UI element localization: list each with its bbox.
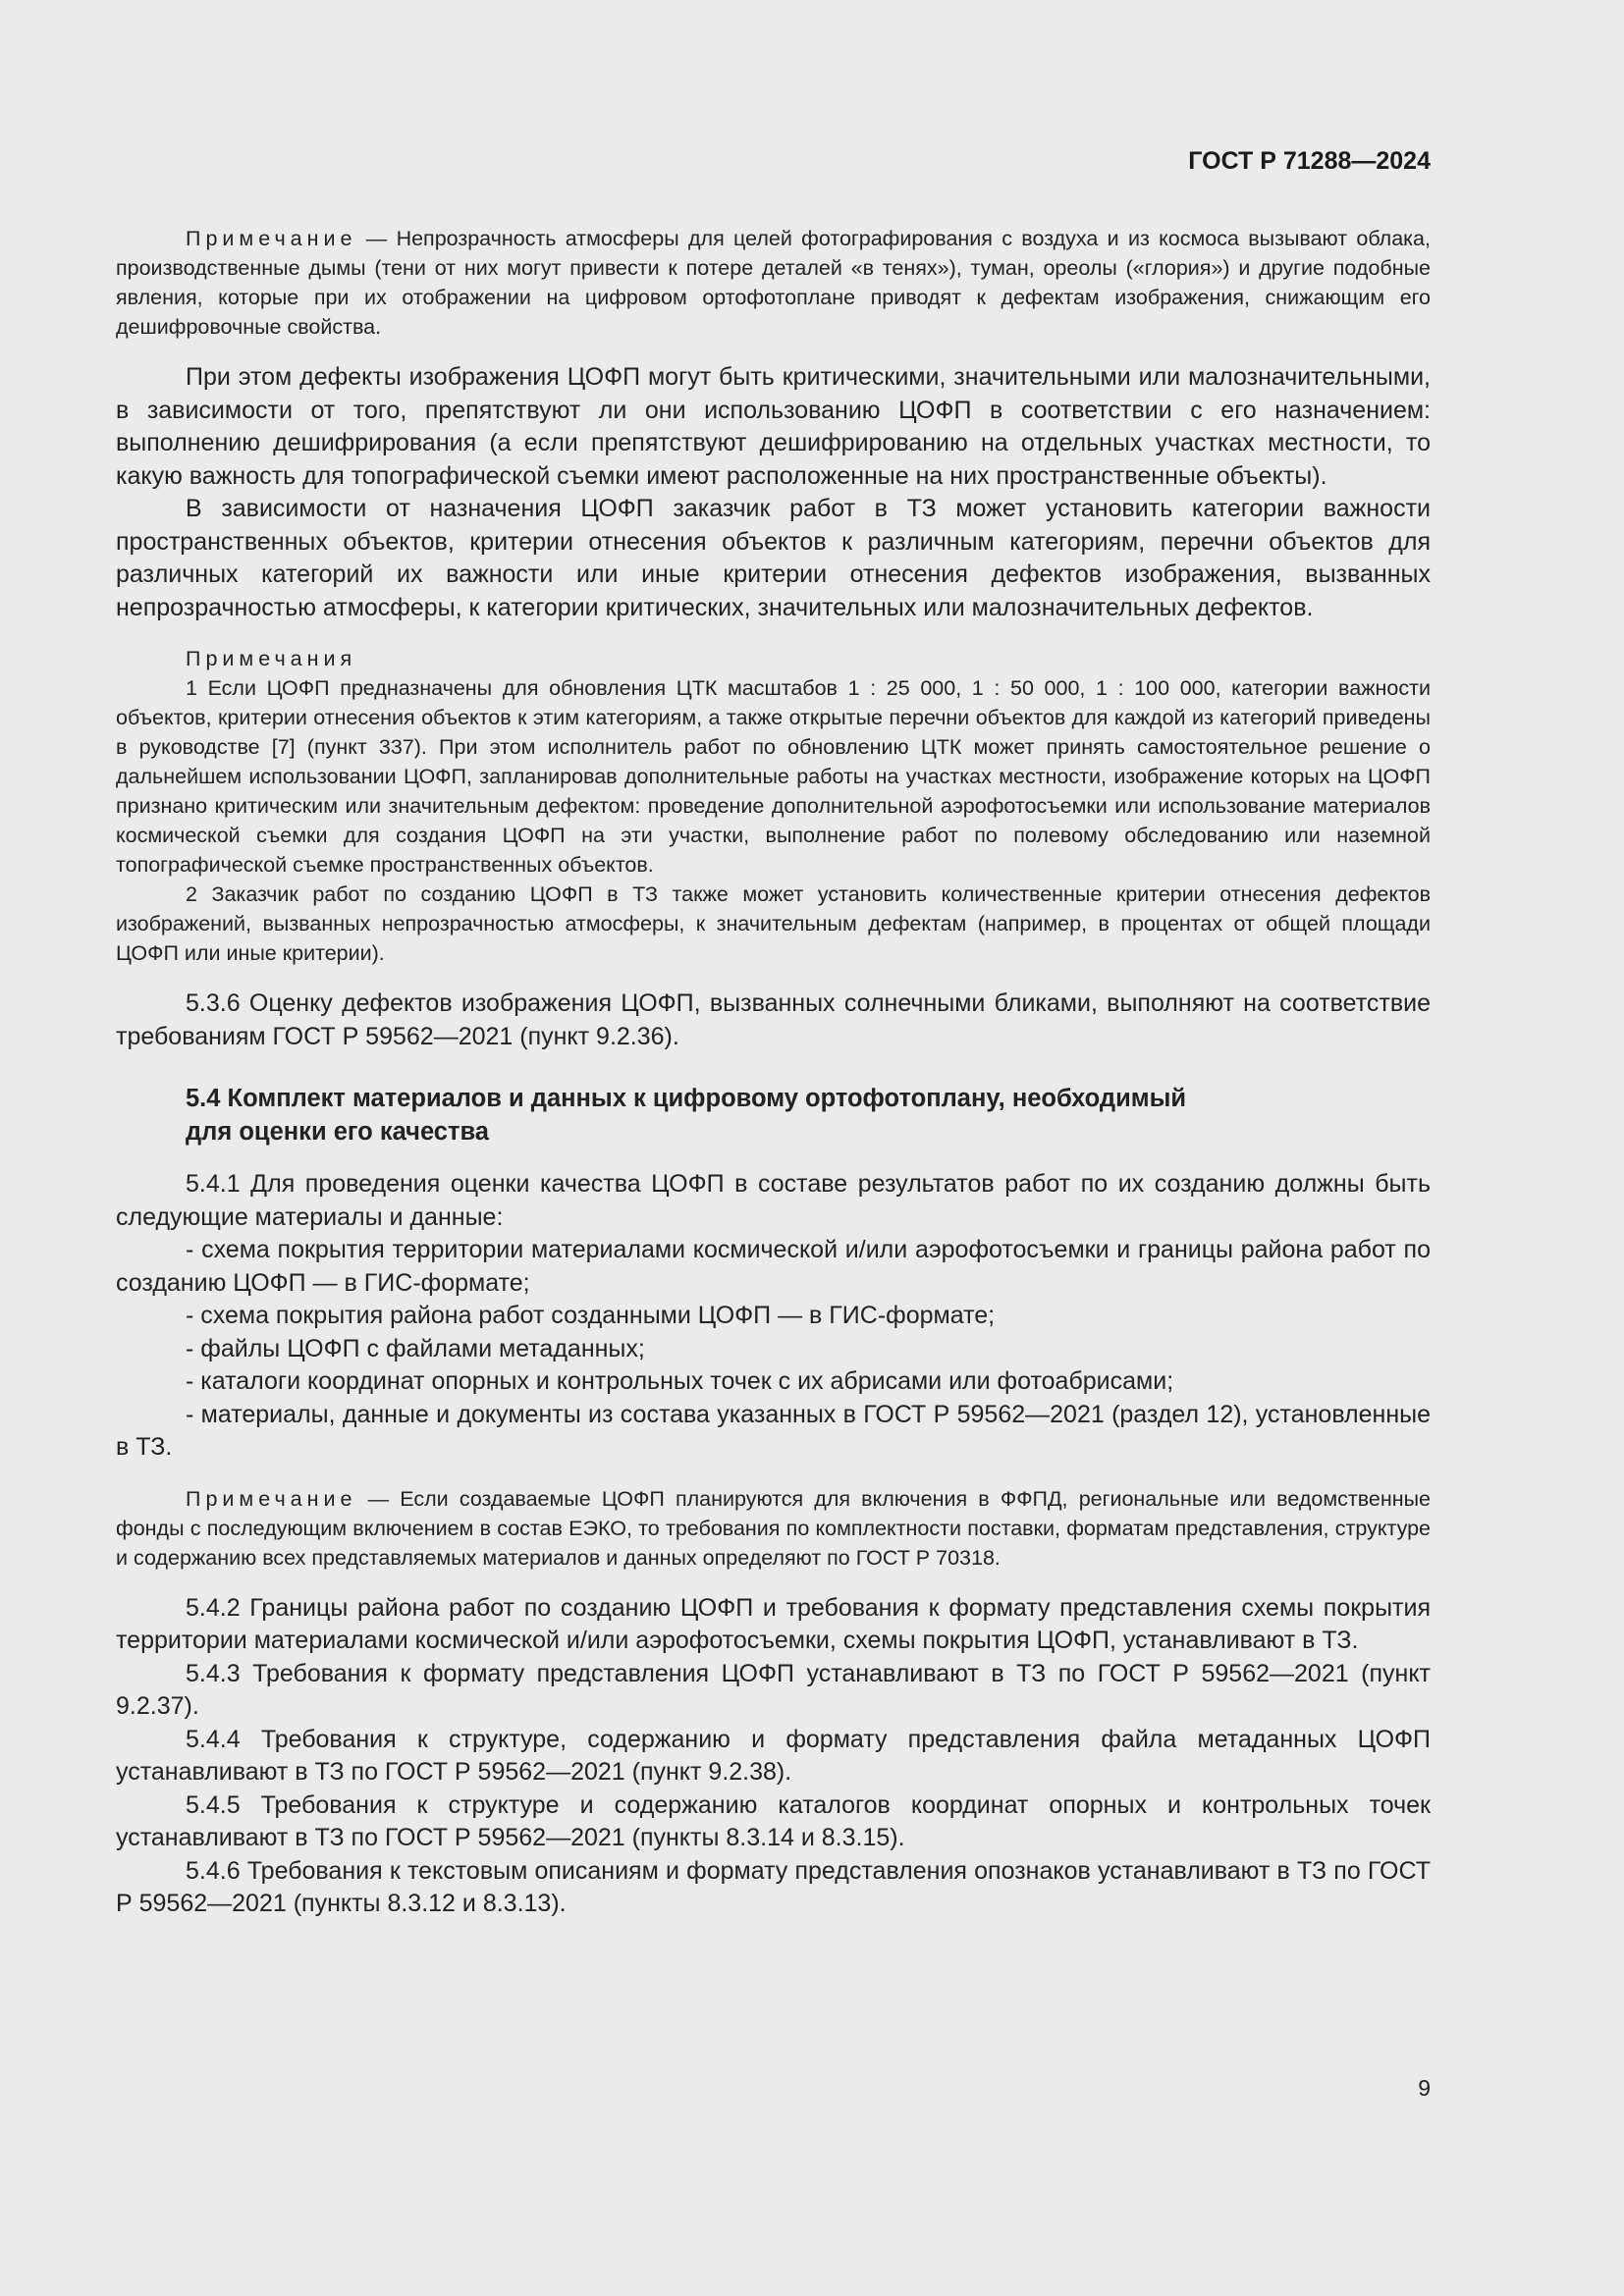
list-item: - каталоги координат опорных и контрольных точек с их абрисами или фотоабрисами; (186, 1367, 1174, 1395)
paragraph-defect-types: При этом дефекты изображения ЦОФП могут быть критическими, значительными или малозначительными, в зависимости от того, препятствуют ли они использованию ЦОФП в соответствии с его назначением: выполнению дешифрирования (а если препятствуют дешифрированию на отдельных участках местности, то какую важность для топографической съемки имеют расположенные на них пространственные объекты). (116, 363, 1431, 490)
paragraph-5-3-6: 5.3.6 Оценку дефектов изображения ЦОФП, вызванных солнечными бликами, выполняют на соответствие требованиям ГОСТ Р 59562—2021 (пункт 9.2.36). (116, 989, 1431, 1050)
paragraph-5-4-3: 5.4.3 Требования к формату представления ЦОФП устанавливают в ТЗ по ГОСТ Р 59562—2021 (пункт 9.2.37). (116, 1659, 1431, 1720)
paragraph-5-4-5: 5.4.5 Требования к структуре и содержанию каталогов координат опорных и контрольных точек устанавливают в ТЗ по ГОСТ Р 59562—2021 (пункты 8.3.14 и 8.3.15). (116, 1790, 1431, 1851)
notes-heading: Примечания (186, 647, 357, 670)
note-text: — Непрозрачность атмосферы для целей фотографирования с воздуха и из космоса вызывают облака, производственные дымы (тени от них могут привести к потере деталей «в тенях»), туман, ореолы («глория») и другие подобные явления, которые при их отображении на цифровом ортофотоплане приводят к дефектам изображения, снижающим его дешифровочные свойства. (116, 227, 1431, 339)
page-content (116, 224, 1431, 1921)
note-label: Примечание (186, 227, 357, 250)
list-item: - материалы, данные и документы из состава указанных в ГОСТ Р 59562—2021 (раздел 12), установленные в ТЗ. (116, 1400, 1431, 1461)
note-label: Примечание (186, 1486, 357, 1511)
list-item: - схема покрытия территории материалами космической и/или аэрофотосъемки и границы района работ по созданию ЦОФП — в ГИС-формате; (116, 1236, 1431, 1297)
paragraph-importance-categories: В зависимости от назначения ЦОФП заказчик работ в ТЗ может установить категории важности пространственных объектов, критерии отнесения объектов к различным категориям, перечни объектов для различных категорий их важности или иные критерии отнесения дефектов изображения, вызванных непрозрачностью атмосферы, к категории критических, значительных или малозначительных дефектов. (116, 495, 1431, 621)
paragraph-5-4-4: 5.4.4 Требования к структуре, содержанию и формату представления файла метаданных ЦОФП устанавливают в ТЗ по ГОСТ Р 59562—2021 (пункт 9.2.38). (116, 1725, 1431, 1786)
note-text: — Если создаваемые ЦОФП планируются для включения в ФФПД, региональные или ведомственные фонды с последующим включением в состав ЕЭКО, то требования по комплектности поставки, форматам представления, структуре и содержанию всех представляемых материалов и данных определяют по ГОСТ Р 70318. (116, 1486, 1431, 1570)
paragraph-5-4-6: 5.4.6 Требования к текстовым описаниям и формату представления опознаков устанавливают в ТЗ по ГОСТ Р 59562—2021 (пункты 8.3.12 и 8.3.13). (116, 1856, 1431, 1917)
section-heading-line-2: для оценки его качества (186, 1117, 489, 1146)
note-atmosphere (116, 224, 1431, 342)
page-number: 9 (1418, 2075, 1431, 2101)
note-item-1: 1 Если ЦОФП предназначены для обновления ЦТК масштабов 1 : 25 000, 1 : 50 000, 1 : 100 000, категории важности объектов, критерии отнесения объектов к этим категориям, а также открытые перечни объектов для каждой из категорий приведены в руководстве [7] (пункт 337). При этом исполнитель работ по обновлению ЦТК может принять самостоятельное решение о дальнейшем использовании ЦОФП, запланировав дополнительные работы на участках местности, изображение которых на ЦОФП признано критическим или значительным дефектом: проведение дополнительной аэрофотосъемки или использование материалов космической съемки для создания ЦОФП на эти участки, выполнение работ по полевому обследованию или наземной топографической съемке пространственных объектов. (116, 676, 1431, 877)
section-heading-5-4 (186, 1083, 1431, 1148)
list-item: - файлы ЦОФП с файлами метаданных; (186, 1334, 645, 1362)
note-fund-inclusion (116, 1484, 1431, 1573)
note-item-2: 2 Заказчик работ по созданию ЦОФП в ТЗ также может установить количественные критерии отнесения дефектов изображений, вызванных непрозрачностью атмосферы, к значительным дефектам (например, в процентах от общей площади ЦОФП или иные критерии). (116, 882, 1431, 965)
paragraph-5-4-1: 5.4.1 Для проведения оценки качества ЦОФП в составе результатов работ по их созданию должны быть следующие материалы и данные: (116, 1170, 1431, 1231)
list-item: - схема покрытия района работ созданными ЦОФП — в ГИС-формате; (186, 1302, 996, 1329)
section-heading-line-1: 5.4 Комплект материалов и данных к цифровому ортофотоплану, необходимый (186, 1085, 1187, 1112)
paragraph-5-4-2: 5.4.2 Границы района работ по созданию ЦОФП и требования к формату представления схемы покрытия территории материалами космической и/или аэрофотосъемки, схемы покрытия ЦОФП, устанавливают в ТЗ. (116, 1593, 1431, 1654)
document-code-header: ГОСТ Р 71288—2024 (1188, 147, 1431, 175)
